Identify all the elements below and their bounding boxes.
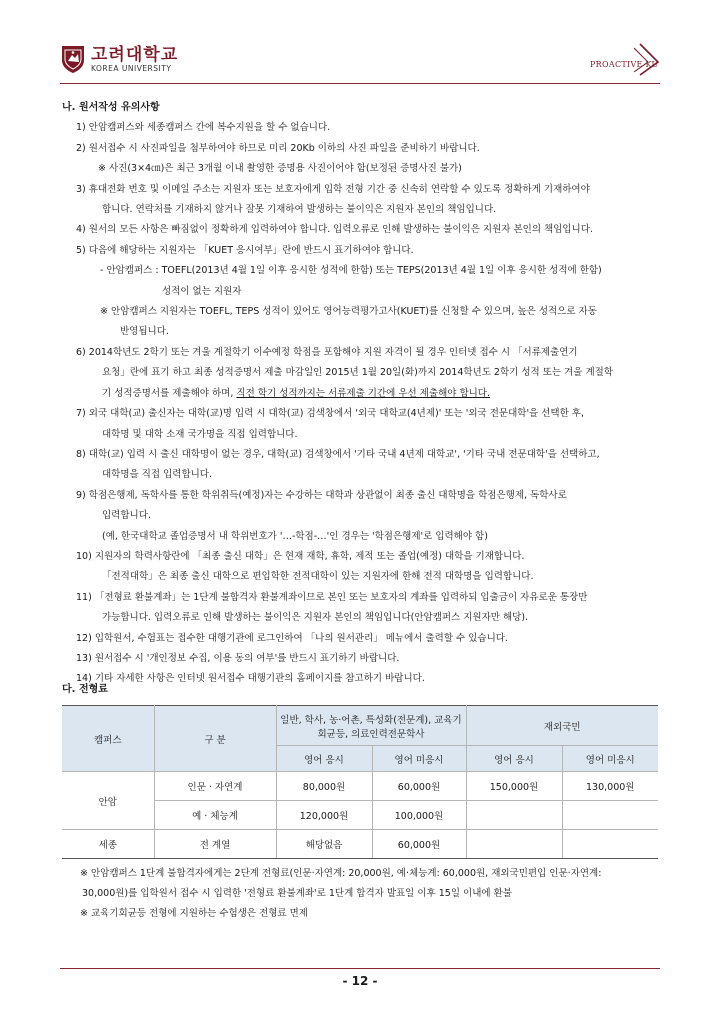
category-cell: 예 · 체능계 <box>154 801 276 830</box>
table-row <box>62 830 658 859</box>
fee-cell: 60,000원 <box>372 830 466 859</box>
section-title-da: 다. 전형료 <box>62 684 108 695</box>
header-overseas: 재외국민 <box>466 706 658 746</box>
list-item: 11) 「전형료 환불계좌」는 1단계 불합격자 환불계좌이므로 본인 또는 보호자의 계좌를 입력하되 입출금이 자유로운 통장만 <box>76 591 588 603</box>
proactive-ku-logo <box>590 42 660 76</box>
list-item: 13) 원서접수 시 '개인정보 수집, 이용 동의 여부'를 반드시 표기하기 바랍니다. <box>76 652 400 664</box>
fee-note-continuation: 30,000원)를 입학원서 접수 시 입력한 '전형료 환불계좌'로 1단계 합격자 발표일 이후 15일 이내에 환불 <box>82 888 512 899</box>
fee-cell <box>562 801 658 830</box>
list-item-continuation <box>62 384 662 404</box>
list-item: 9) 학점은행제, 독학사를 통한 학위취득(예정)자는 수강하는 대학과 상관없이 최종 출신 대학명을 학점은행제, 독학사로 <box>76 489 567 501</box>
fee-cell: 150,000원 <box>466 772 562 801</box>
list-item: 2) 원서접수 시 사진파일을 첨부하여야 하므로 미리 20Kb 이하의 사진 파일을 준비하기 바랍니다. <box>76 142 480 154</box>
subheader-cell: 영어 응시 <box>276 746 372 772</box>
fee-cell: 130,000원 <box>562 772 658 801</box>
subheader-cell: 영어 미응시 <box>372 746 466 772</box>
list-subitem: - 안암캠퍼스 : TOEFL(2013년 4월 1일 이후 응시한 성적에 한함) 또는 TEPS(2013년 4월 1일 이후 응시한 성적에 한함) <box>100 265 602 277</box>
list-item-continuation: 합니다. 연락처를 기재하지 않거나 잘못 기재하여 발생하는 불이익은 지원자 본인의 책임입니다. <box>102 204 497 216</box>
table-header-row <box>62 706 658 746</box>
header-general: 일반, 학사, 농·어촌, 특성화(전문계), 교육기회균등, 의료인력전문학사 <box>276 706 466 746</box>
page-header <box>0 0 720 80</box>
category-cell: 전 계열 <box>154 830 276 859</box>
list-item: 5) 다음에 해당하는 지원자는 「KUET 응시여부」란에 반드시 표기하여야 합니다. <box>76 244 414 256</box>
fee-cell: 80,000원 <box>276 772 372 801</box>
list-item: 6) 2014학년도 2학기 또는 겨울 계절학기 이수예정 학점을 포함해야 지원 자격이 될 경우 인터넷 접수 시 「서류제출연기 <box>76 346 578 358</box>
fee-note: ※ 안암캠퍼스 1단계 불합격자에게는 2단계 전형료(인문·자연계: 20,000원, 예·체능계: 60,000원, 재외국민편입 인문·자연계: <box>80 868 602 879</box>
list-item-continuation: 대학명을 직접 입력합니다. <box>102 469 213 481</box>
fee-cell: 해당없음 <box>276 830 372 859</box>
section-application-notes <box>62 98 662 690</box>
underlined-text: 직전 학기 성적까지는 서류제출 기간에 우선 제출해야 합니다. <box>236 387 490 399</box>
fee-cell: 60,000원 <box>372 772 466 801</box>
list-item: 12) 입학원서, 수험표는 접수한 대행기관에 로그인하여 「나의 원서관리」 메뉴에서 출력할 수 있습니다. <box>76 632 508 644</box>
university-logo <box>60 44 178 74</box>
list-item: 4) 원서의 모든 사항은 빠짐없이 정확하게 입력하여야 합니다. 입력오류로 인해 발생하는 불이익은 지원자 본인의 책임입니다. <box>76 224 593 236</box>
fee-cell: 120,000원 <box>276 801 372 830</box>
list-item-continuation: 입력합니다. <box>102 510 151 522</box>
category-cell: 인문 · 자연계 <box>154 772 276 801</box>
list-item: 1) 안암캠퍼스와 세종캠퍼스 간에 복수지원을 할 수 없습니다. <box>76 122 331 134</box>
fee-notes <box>80 864 660 924</box>
fee-cell <box>466 830 562 859</box>
table-row <box>62 772 658 801</box>
list-subitem-continuation: 반영됩니다. <box>120 326 169 338</box>
fee-cell <box>466 801 562 830</box>
list-item: 3) 휴대전화 번호 및 이메일 주소는 지원자 또는 보호자에게 입학 전형 기간 중 신속히 연락할 수 있도록 정확하게 기재하여야 <box>76 183 590 195</box>
fee-cell: 100,000원 <box>372 801 466 830</box>
campus-cell: 세종 <box>62 830 154 859</box>
proactive-arrow-icon <box>590 42 660 76</box>
list-item: 10) 지원자의 학력사항란에 「최종 출신 대학」은 현재 재학, 휴학, 제적 또는 졸업(예정) 대학을 기재합니다. <box>76 550 525 562</box>
korea-university-crest-icon <box>60 44 86 74</box>
header-divider <box>60 83 660 84</box>
fee-note: ※ 교육기회균등 전형에 지원하는 수험생은 전형료 면제 <box>80 908 308 919</box>
list-item: 14) 기타 자세한 사항은 인터넷 원서접수 대행기관의 홈페이지를 참고하기 바랍니다. <box>76 673 425 685</box>
application-fee-table <box>62 705 658 859</box>
subheader-cell: 영어 미응시 <box>562 746 658 772</box>
list-item: 7) 외국 대학(교) 출신자는 대학(교)명 입력 시 대학(교) 검색창에서 '외국 대학교(4년제)' 또는 '외국 전문대학'을 선택한 후, <box>76 408 584 420</box>
list-item-continuation: 가능합니다. 입력오류로 인해 발생하는 불이익은 지원자 본인의 책임입니다(안암캠퍼스 지원자만 해당). <box>102 612 529 624</box>
list-item-continuation: 요청」란에 표기 하고 최종 성적증명서 제출 마감일인 2015년 1월 20일(화)까지 2014학년도 2학기 성적 또는 겨울 계절학 <box>102 367 613 379</box>
logo-english-name: KOREA UNIVERSITY <box>91 63 172 73</box>
list-item-continuation: 대학명 및 대학 소재 국가명을 직접 입력합니다. <box>102 428 298 440</box>
list-item-note: ※ 사진(3×4㎝)은 최근 3개월 이내 촬영한 증명용 사진이어야 함(보정된 증명사진 불가) <box>98 163 462 175</box>
list-item-continuation: 「전적대학」은 최종 출신 대학으로 편입학한 전적대학이 있는 지원자에 한해 전적 대학명을 입력합니다. <box>102 571 534 583</box>
list-subitem-continuation: 성적이 없는 지원자 <box>162 285 242 297</box>
section-title-na: 나. 원서작성 유의사항 <box>62 102 160 113</box>
list-item: 8) 대학(교) 입력 시 출신 대학명이 없는 경우, 대학(교) 검색창에서 '기타 국내 4년제 대학교', '기타 국내 전문대학'을 선택하고, <box>76 448 600 460</box>
fee-cell <box>562 830 658 859</box>
subheader-cell: 영어 응시 <box>466 746 562 772</box>
list-subitem-note: ※ 안암캠퍼스 지원자는 TOEFL, TEPS 성적이 있어도 영어능력평가고사(KUET)를 신청할 수 있으며, 높은 성적으로 자동 <box>100 306 597 318</box>
plain-text: 기 성적증명서를 제출해야 하며, <box>102 387 237 399</box>
campus-cell: 안암 <box>62 772 154 830</box>
page-number: - 12 - <box>342 974 378 988</box>
list-item-example: (예, 한국대학교 졸업증명서 내 학위번호가 '…-학점-…'인 경우는 '학점은행제'로 입력해야 함) <box>102 530 488 542</box>
logo-korean-name: 고려대학교 <box>91 44 179 65</box>
header-category: 구 분 <box>154 706 276 772</box>
header-campus: 캠퍼스 <box>62 706 154 772</box>
footer-divider <box>60 968 660 969</box>
proactive-ku-text: PROACTIVE KU <box>590 60 659 69</box>
